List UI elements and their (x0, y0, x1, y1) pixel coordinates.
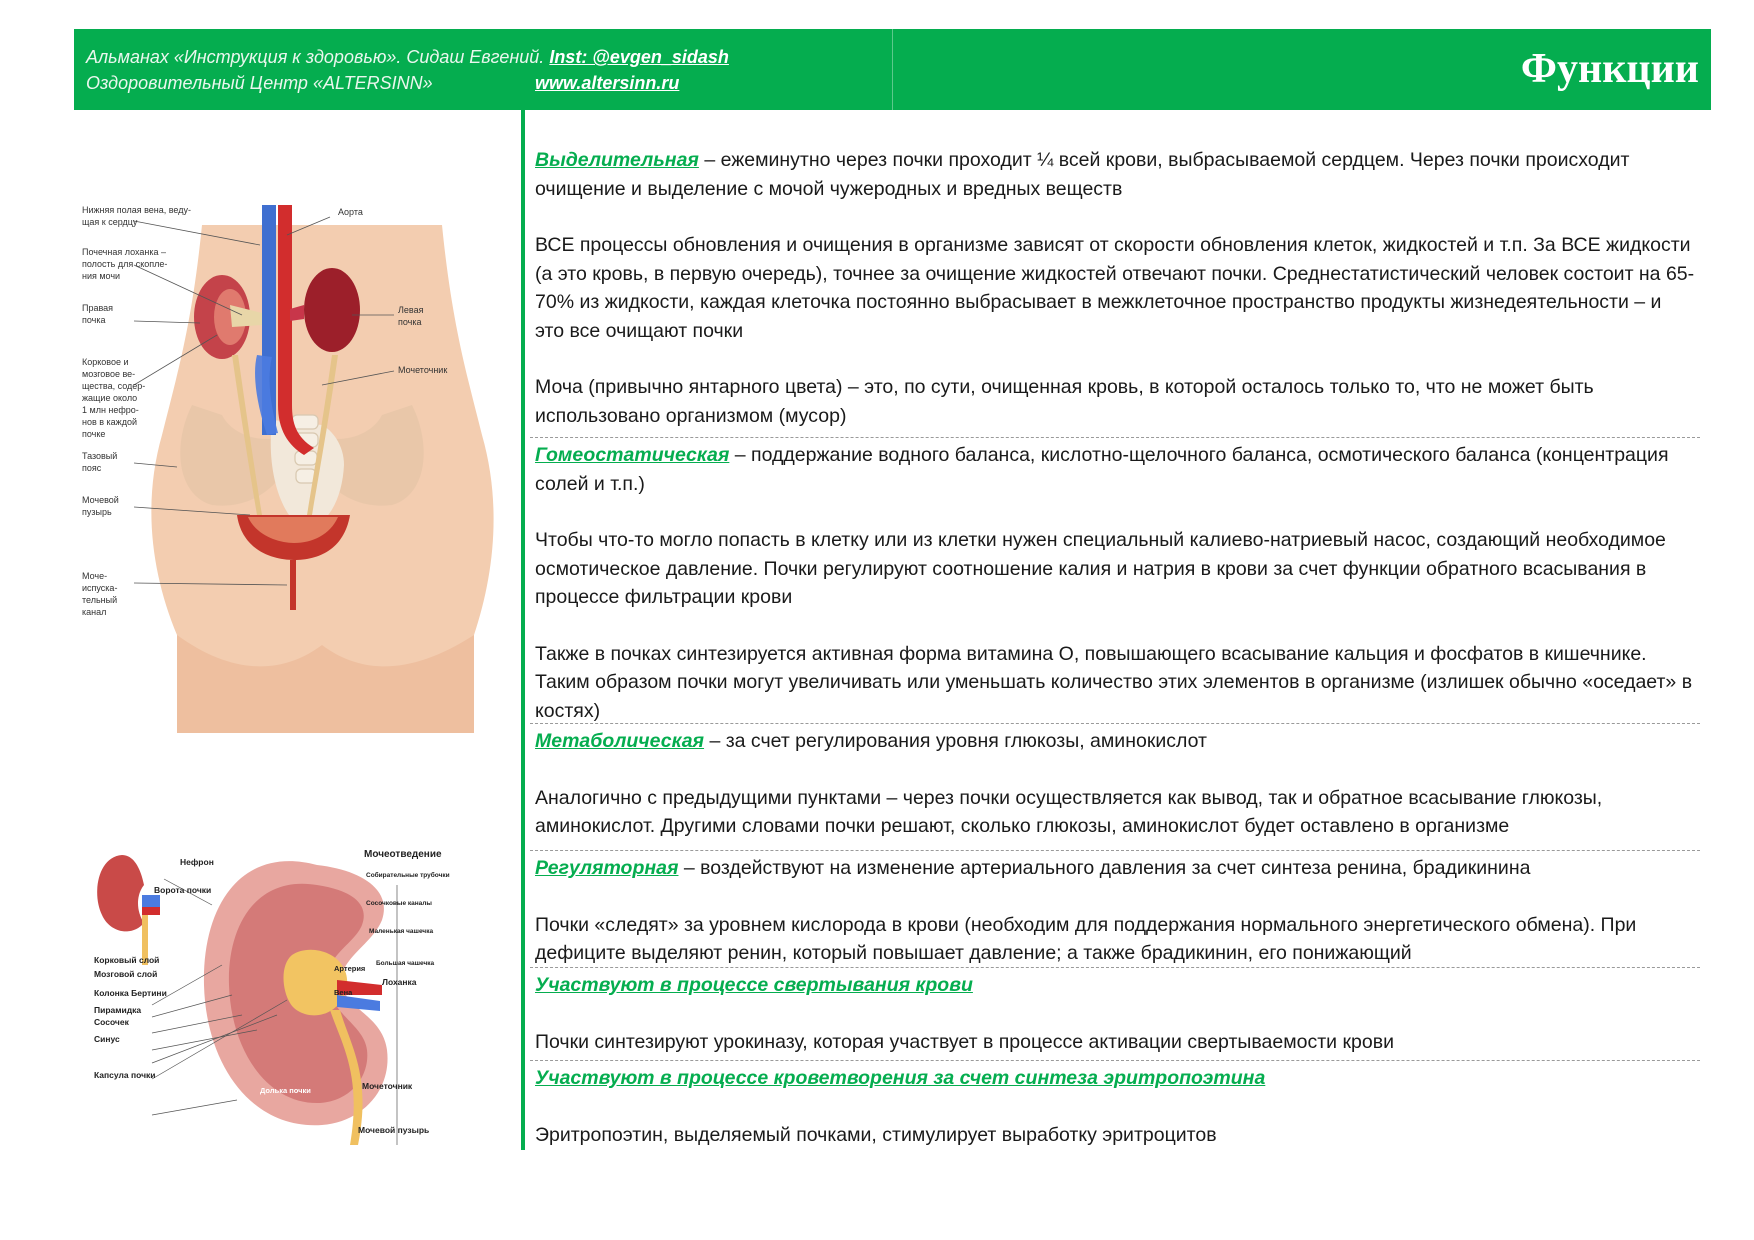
label-left-kidney: Левая почка (398, 305, 424, 327)
label-bladder: Мочевой пузырь (82, 495, 119, 517)
section-term: Выделительная (535, 149, 699, 171)
section-hematopoiesis (535, 1064, 1695, 1149)
website-link[interactable]: www.altersinn.ru (535, 73, 680, 93)
instagram-link[interactable]: Inst: @evgen_sidash (549, 47, 729, 67)
label-ureter2: Мочеточник (362, 1081, 413, 1091)
section-term: Участвуют в процессе кроветворения за счет синтеза эритропоэтина (535, 1067, 1266, 1089)
label-minor-calyx: Маленькая чашечка (369, 928, 434, 935)
section-divider (530, 437, 1700, 438)
label-pelvis2: Лоханка (382, 977, 417, 987)
label-nephron: Нефрон (180, 857, 214, 867)
page-title: Функции (1520, 46, 1699, 92)
section-lead (535, 854, 1695, 883)
section-paragraph: Эритропоэтин, выделяемый почками, стимулирует выработку эритроцитов (535, 1123, 1217, 1146)
label-sinus: Синус (94, 1034, 120, 1044)
section-lead (535, 1064, 1695, 1093)
label-urethra: Моче-испуска-тельный канал (82, 571, 118, 617)
section-excretory (535, 146, 1695, 430)
label-vein: Вена (334, 988, 353, 997)
center-name: Оздоровительный Центр «ALTERSINN» (86, 73, 433, 93)
urinary-system-illustration (82, 205, 519, 733)
section-term: Участвуют в процессе свертывания крови (535, 974, 973, 996)
header-line-1 (86, 46, 729, 68)
section-coagulation (535, 971, 1695, 1056)
label-bladder2: Мочевой пузырь (358, 1125, 430, 1135)
label-major-calyx: Большая чашечка (376, 960, 435, 967)
label-pyramid: Пирамидка (94, 1005, 142, 1015)
kidney-structure-illustration (92, 845, 502, 1150)
section-divider (530, 850, 1700, 851)
section-paragraph: Аналогично с предыдущими пунктами – через почки осуществляется как вывод, так и обратное всасывание глюкозы, аминокислот. Другими словами почки решают, сколько глюкозы, аминокислот будет оставлено в организме (535, 786, 1603, 837)
section-paragraph: Также в почках синтезируется активная форма витамина О, повышающего всасывание кальция и фосфатов в кишечнике. Таким образом почки могут увеличивать или уменьшать количество этих элементов в организме (излишек обычно «оседает» в костях) (535, 642, 1693, 722)
section-divider (530, 1060, 1700, 1061)
label-lokhanka: Почечная лоханка – полость для скопле-ния мочи (82, 247, 168, 281)
header-bar (74, 29, 1711, 110)
section-lead-text: – за счет регулирования уровня глюкозы, аминокислот (704, 730, 1207, 752)
section-divider (530, 967, 1700, 968)
label-gates: Ворота почки (154, 885, 212, 895)
section-paragraph: Чтобы что-то могло попасть в клетку или из клетки нужен специальный калиево-натриевый насос, создающий необходимое осмотическое давление. Почки регулируют соотношение калия и натрия в крови за счет функции обратного всасывания в процессе фильтрации крови (535, 529, 1666, 608)
label-medulla: Мозговой слой (94, 969, 158, 979)
section-homeostatic (535, 441, 1695, 725)
label-cortex: Корковое и мозговое ве-щества, содер- жащие около 1 млн нефро-нов в каждой почке (82, 357, 146, 439)
header-line-2 (86, 72, 680, 94)
label-bertin: Колонка Бертини (94, 988, 167, 998)
label-papillary: Сосочковые каналы (366, 900, 432, 907)
section-term: Регуляторная (535, 857, 679, 879)
label-ureter: Мочеточник (398, 365, 448, 375)
section-lead-text: – ежеминутно через почки проходит ¼ всей крови, выбрасываемой сердцем. Через почки происходит очищение и выделение с мочой чужеродных и вредных веществ (535, 149, 1630, 200)
section-lead-text: – поддержание водного баланса, кислотно-щелочного баланса, осмотического баланса (концентрация солей и т.п.) (535, 444, 1669, 495)
header-divider (892, 29, 893, 110)
section-lead (535, 441, 1695, 498)
almanac-credit: Альманах «Инструкция к здоровью». Сидаш Евгений. (86, 47, 545, 67)
section-paragraph: ВСЕ процессы обновления и очищения в организме зависят от скорости обновления клеток, жидкостей и т.п. За ВСЕ жидкости (а это кровь, в первую очередь), точнее за очищение жидкостей отвечают почки. Среднестатистический человек состоит на 65-70% из жидкости, каждая клеточка постоянно выбрасывает в межклеточное пространство продукты жизнедеятельности – и это все очищают почки (535, 234, 1695, 342)
section-lead-text: – воздействуют на изменение артериального давления за счет синтеза ренина, брадикинина (678, 857, 1531, 879)
label-vena: Нижняя полая вена, веду-щая к сердцу (82, 205, 191, 227)
green-vertical-rule (521, 110, 525, 1150)
section-paragraph: Моча (привычно янтарного цвета) – это, по сути, очищенная кровь, в которой осталось только то, что не может быть использовано организмом (мусор) (535, 376, 1594, 427)
label-aorta: Аорта (338, 207, 363, 217)
label-urine-title: Мочеотведение (364, 849, 442, 860)
section-divider (530, 723, 1700, 724)
label-capsule: Капсула почки (94, 1070, 156, 1080)
section-term: Метаболическая (535, 730, 705, 752)
label-right-kidney: Правая почка (82, 303, 114, 325)
section-metabolic (535, 727, 1695, 841)
section-lead (535, 971, 1695, 1000)
section-lead (535, 146, 1695, 203)
label-lobe: Долька почки (260, 1086, 311, 1095)
section-regulatory (535, 854, 1695, 968)
label-pelvis: Тазовый пояс (82, 451, 118, 473)
section-paragraph: Почки «следят» за уровнем кислорода в крови (необходим для поддержания нормального энергетического обмена). При дефиците выделяют ренин, который повышает давление; а также брадикинин, его понижающий (535, 913, 1637, 964)
section-paragraph: Почки синтезируют урокиназу, которая участвует в процессе активации свертываемости крови (535, 1030, 1394, 1053)
section-term: Гомеостатическая (535, 444, 730, 466)
section-lead (535, 727, 1695, 756)
label-artery: Артерия (334, 964, 366, 973)
label-cortex2: Корковый слой (94, 955, 160, 965)
label-papilla: Сосочек (94, 1017, 129, 1027)
label-collecting: Собирательные трубочки (366, 872, 450, 879)
